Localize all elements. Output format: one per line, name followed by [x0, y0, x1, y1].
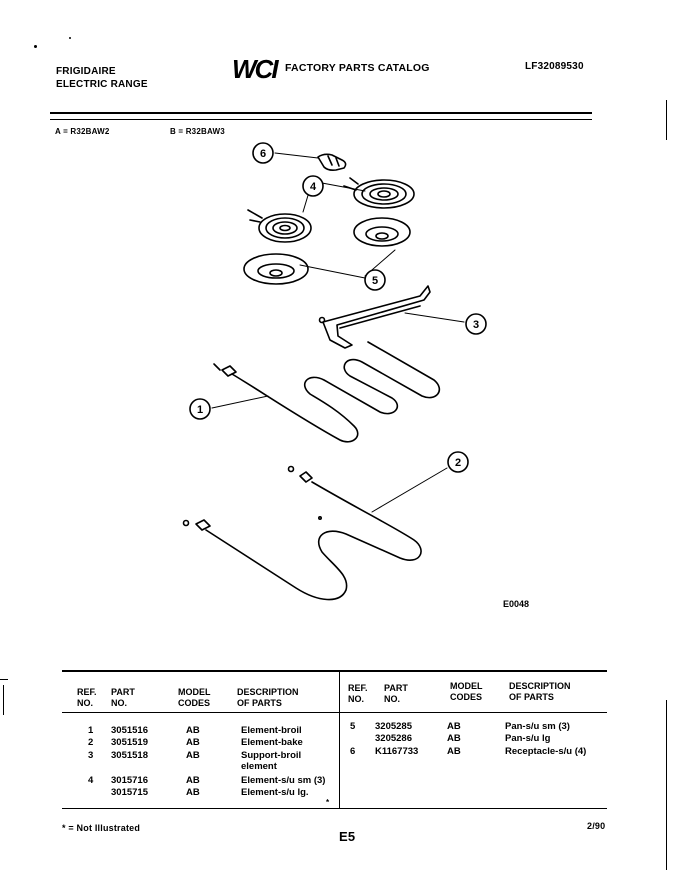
- header-part-no: PART NO.: [111, 687, 135, 708]
- figure-code: E0048: [503, 599, 530, 609]
- header-rule-thick: [50, 112, 592, 114]
- scan-speck: [34, 45, 37, 48]
- broil-element: [214, 342, 439, 442]
- header-description: DESCRIPTION OF PARTS: [509, 681, 571, 702]
- table-row-ref: 3: [88, 750, 94, 761]
- table-row-desc: Element-broil: [241, 725, 302, 736]
- surface-element-large: [344, 178, 414, 208]
- table-row-code: AB: [186, 725, 200, 736]
- margin-mark: [3, 685, 4, 715]
- table-row-ref: 6: [350, 746, 356, 757]
- table-row-desc-cont: element: [241, 761, 277, 772]
- callout-4-label: 4: [309, 181, 317, 193]
- callout-3-label: 3: [472, 319, 480, 331]
- margin-mark: [666, 700, 667, 870]
- catalog-date: 2/90: [587, 821, 606, 831]
- model-b: B = R32BAW3: [170, 127, 225, 136]
- table-row-desc: Support-broil: [241, 750, 302, 761]
- table-row-code: AB: [447, 733, 461, 744]
- table-row-desc: Pan-s/u lg: [505, 733, 551, 744]
- table-row-part: K1167733: [375, 746, 419, 757]
- table-row-part: 3051519: [111, 737, 148, 748]
- catalog-number: LF32089530: [525, 61, 584, 72]
- table-row-ref: 4: [88, 775, 94, 786]
- table-row-code: AB: [447, 746, 461, 757]
- header-part-no: PART NO.: [384, 683, 408, 704]
- table-row-desc: Receptacle-s/u (4): [505, 746, 587, 757]
- table-bottom-rule: [62, 808, 607, 809]
- surface-pan-left: [244, 254, 308, 284]
- model-a: A = R32BAW2: [55, 127, 110, 136]
- page-code: E5: [339, 829, 356, 844]
- exploded-parts-diagram: [0, 130, 680, 620]
- table-row-code: AB: [447, 721, 461, 732]
- table-row-desc: Element-s/u lg.: [241, 787, 309, 798]
- brand-name: FRIGIDAIRE: [56, 66, 116, 77]
- header-model-codes: MODEL CODES: [450, 681, 483, 702]
- scan-speck: [69, 37, 71, 39]
- table-column-divider: [339, 670, 340, 809]
- table-row-ref: 1: [88, 725, 94, 736]
- header-ref-no: REF. NO.: [348, 683, 368, 704]
- table-row-ref: 2: [88, 737, 94, 748]
- not-illustrated-marker: *: [326, 798, 330, 807]
- header-model-codes: MODEL CODES: [178, 687, 211, 708]
- table-row-desc: Element-bake: [241, 737, 303, 748]
- table-row-code: AB: [186, 787, 200, 798]
- callout-6-label: 6: [259, 148, 267, 160]
- broil-element-support: [320, 286, 431, 348]
- callout-1-label: 1: [196, 404, 204, 416]
- wci-logo: [232, 56, 284, 82]
- logo-text: WCI: [232, 56, 277, 82]
- wci-logo-mark: [232, 56, 284, 82]
- callout-2-label: 2: [454, 457, 462, 469]
- table-row-desc: Element-s/u sm (3): [241, 775, 326, 786]
- header-description: DESCRIPTION OF PARTS: [237, 687, 299, 708]
- margin-mark: [0, 679, 8, 680]
- surface-element-small: [248, 210, 311, 242]
- catalog-title: FACTORY PARTS CATALOG: [285, 62, 430, 74]
- header-rule-thin: [50, 119, 592, 120]
- receptacle: [275, 153, 346, 170]
- table-row-part: 3051516: [111, 725, 148, 736]
- table-row-part: 3205285: [375, 721, 412, 732]
- bake-element: [184, 467, 422, 600]
- not-illustrated-note: * = Not Illustrated: [62, 823, 141, 833]
- table-row-part: 3015715: [111, 787, 148, 798]
- table-row-code: AB: [186, 750, 200, 761]
- table-row-part: 3015716: [111, 775, 148, 786]
- table-row-code: AB: [186, 775, 200, 786]
- table-row-part: 3051518: [111, 750, 148, 761]
- table-row-desc: Pan-s/u sm (3): [505, 721, 570, 732]
- product-name: ELECTRIC RANGE: [56, 79, 148, 90]
- table-row-part: 3205286: [375, 733, 412, 744]
- callout-5-label: 5: [371, 275, 379, 287]
- table-row-ref: 5: [350, 721, 356, 732]
- surface-pan-right: [354, 218, 410, 246]
- table-top-rule: [62, 670, 607, 672]
- table-header-rule: [62, 712, 607, 713]
- table-row-code: AB: [186, 737, 200, 748]
- header-ref-no: REF. NO.: [77, 687, 97, 708]
